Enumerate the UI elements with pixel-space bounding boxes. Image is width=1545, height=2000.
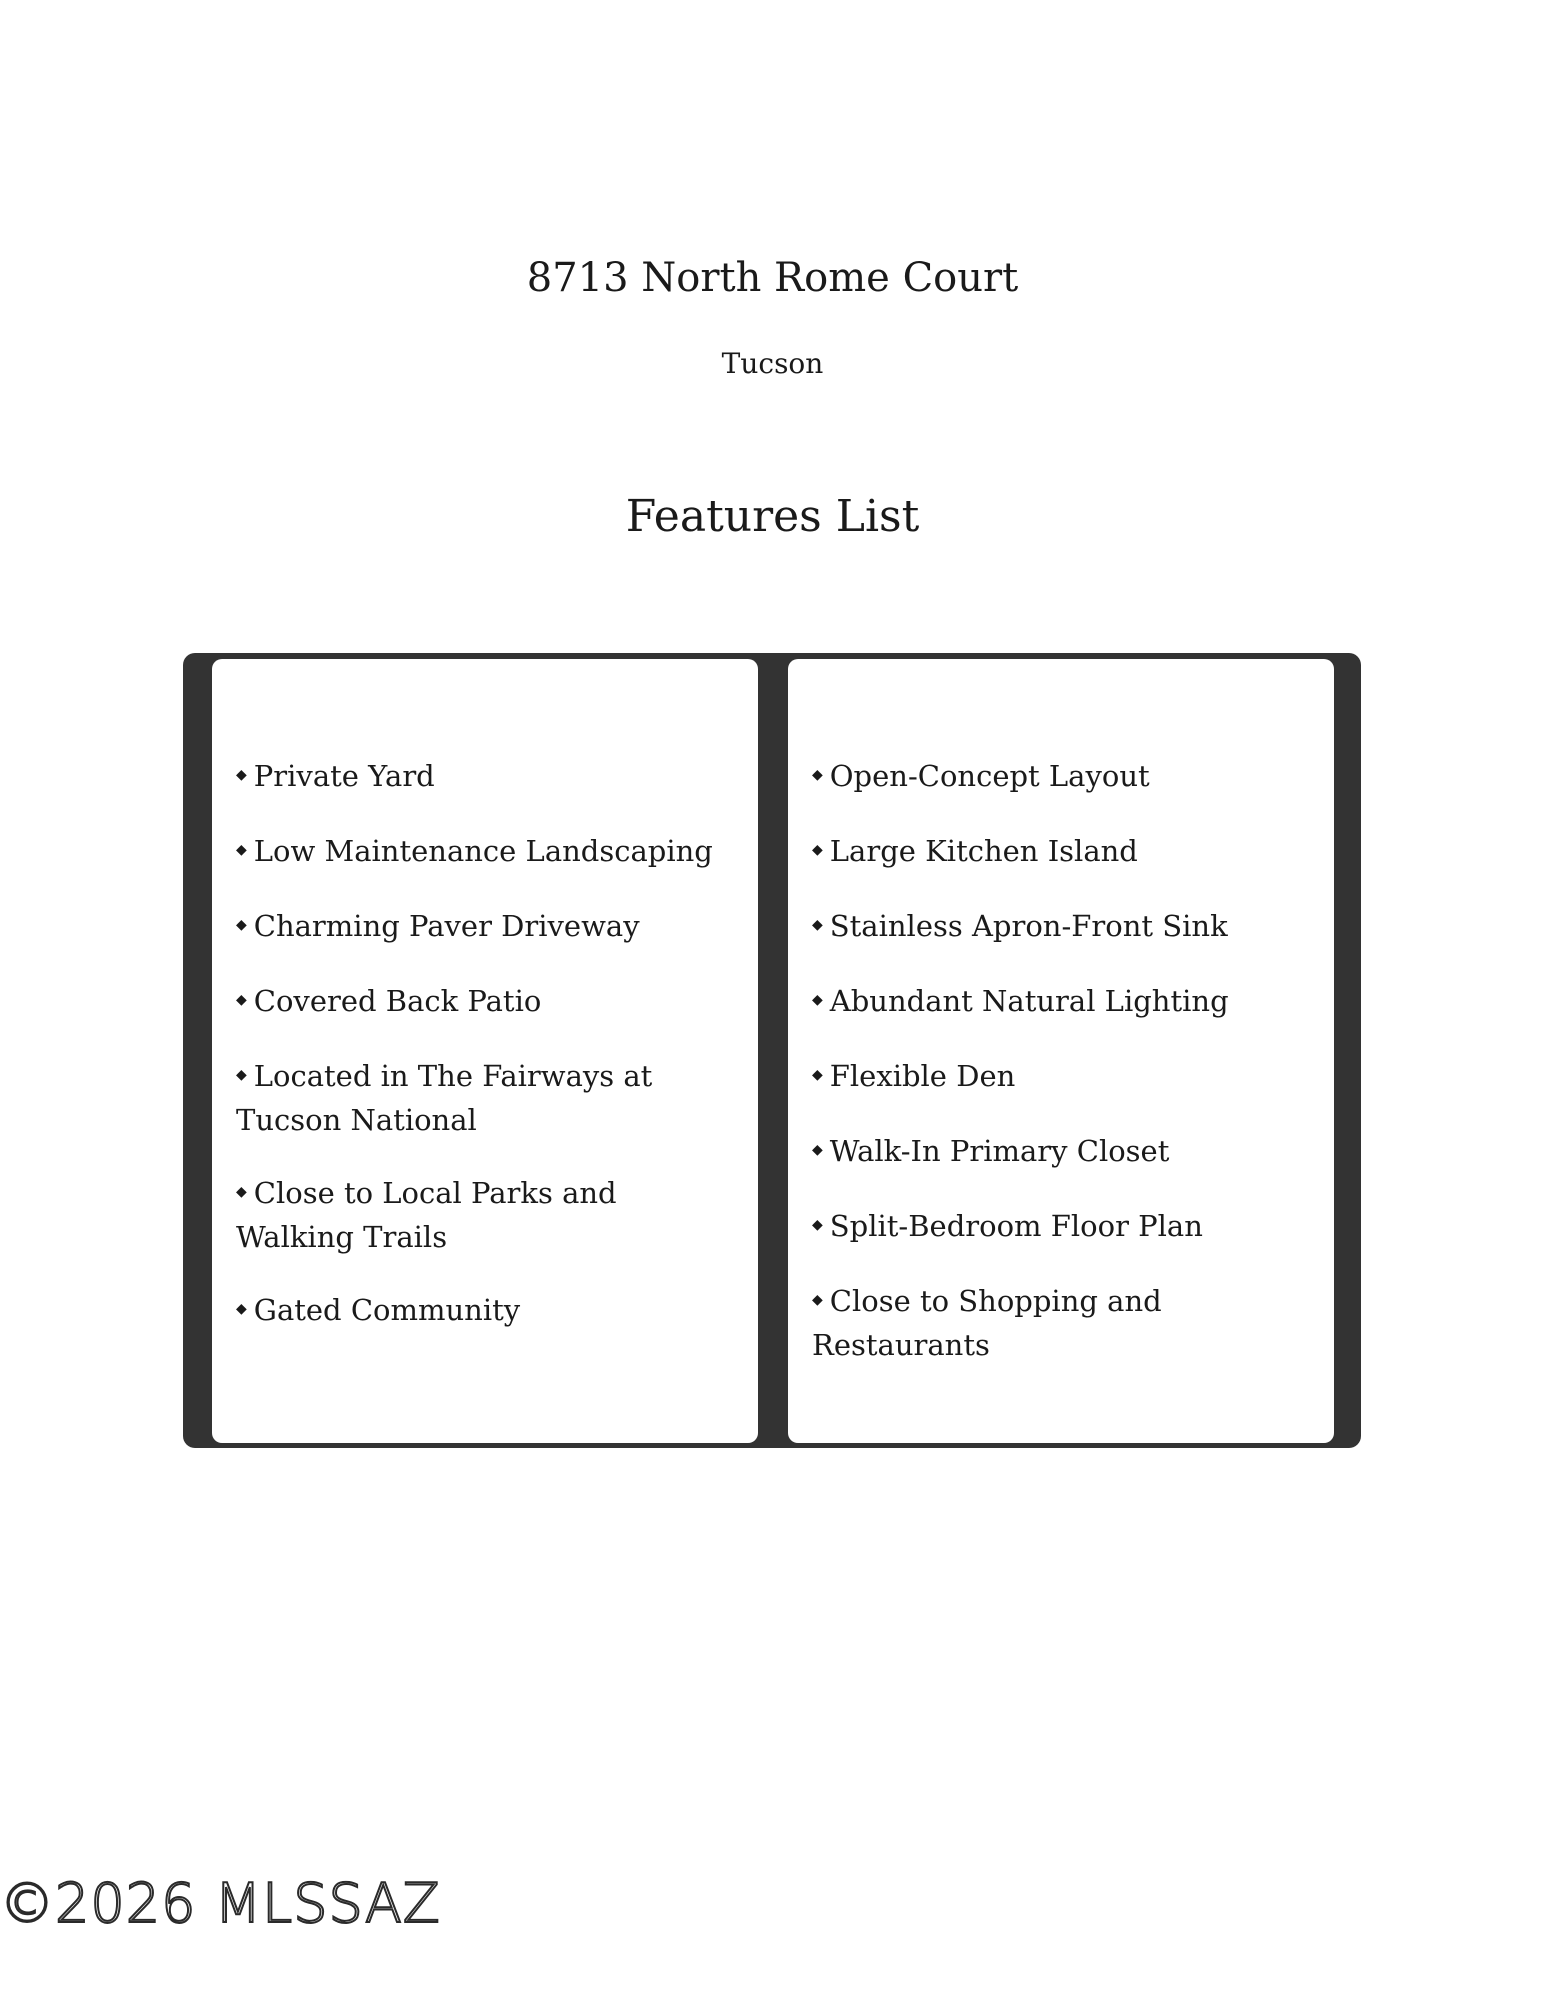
diamond-bullet-icon: ◆ [236,767,247,783]
features-list-title: Features List [625,491,920,542]
features-panel-right [788,659,1334,1443]
mls-watermark: ©2026 MLSSAZ [0,1872,441,1935]
feature-item [236,905,736,949]
feature-text: Flexible Den [829,1059,1016,1093]
diamond-bullet-icon: ◆ [812,1292,823,1308]
feature-item [812,830,1312,874]
diamond-bullet-icon: ◆ [236,1067,247,1083]
feature-item [236,830,736,874]
feature-item [236,980,736,1024]
feature-text: Gated Community [253,1293,521,1327]
features-frame [183,653,1361,1448]
diamond-bullet-icon: ◆ [812,1217,823,1233]
feature-text: Charming Paver Driveway [253,909,640,943]
feature-text: Close to Shopping and Restaurants [812,1284,1162,1362]
feature-text: Large Kitchen Island [829,834,1138,868]
feature-item [812,755,1312,799]
feature-item [236,755,736,799]
feature-item [812,1205,1312,1249]
feature-text: Located in The Fairways at Tucson National [236,1059,653,1137]
feature-item [236,1289,736,1333]
feature-item [236,1172,736,1258]
feature-text: Split-Bedroom Floor Plan [829,1209,1203,1243]
feature-list-right [812,755,1312,1366]
property-address: 8713 North Rome Court [526,255,1019,301]
feature-text: Abundant Natural Lighting [829,984,1229,1018]
feature-text: Covered Back Patio [253,984,542,1018]
feature-text: Private Yard [253,759,435,793]
feature-item [812,1280,1312,1366]
diamond-bullet-icon: ◆ [236,992,247,1008]
feature-list-left [236,755,736,1333]
feature-item [236,1055,736,1141]
features-panel-left [212,659,758,1443]
diamond-bullet-icon: ◆ [236,1184,247,1200]
feature-text: Open-Concept Layout [829,759,1150,793]
diamond-bullet-icon: ◆ [812,767,823,783]
diamond-bullet-icon: ◆ [812,992,823,1008]
diamond-bullet-icon: ◆ [812,842,823,858]
feature-text: Stainless Apron-Front Sink [829,909,1228,943]
diamond-bullet-icon: ◆ [236,842,247,858]
diamond-bullet-icon: ◆ [812,1142,823,1158]
feature-text: Low Maintenance Landscaping [253,834,713,868]
feature-item [812,905,1312,949]
feature-item [812,1130,1312,1174]
diamond-bullet-icon: ◆ [812,1067,823,1083]
diamond-bullet-icon: ◆ [812,917,823,933]
feature-text: Walk-In Primary Closet [829,1134,1170,1168]
feature-text: Close to Local Parks and Walking Trails [236,1176,617,1254]
property-city: Tucson [721,347,824,380]
feature-item [812,1055,1312,1099]
diamond-bullet-icon: ◆ [236,917,247,933]
feature-item [812,980,1312,1024]
diamond-bullet-icon: ◆ [236,1301,247,1317]
